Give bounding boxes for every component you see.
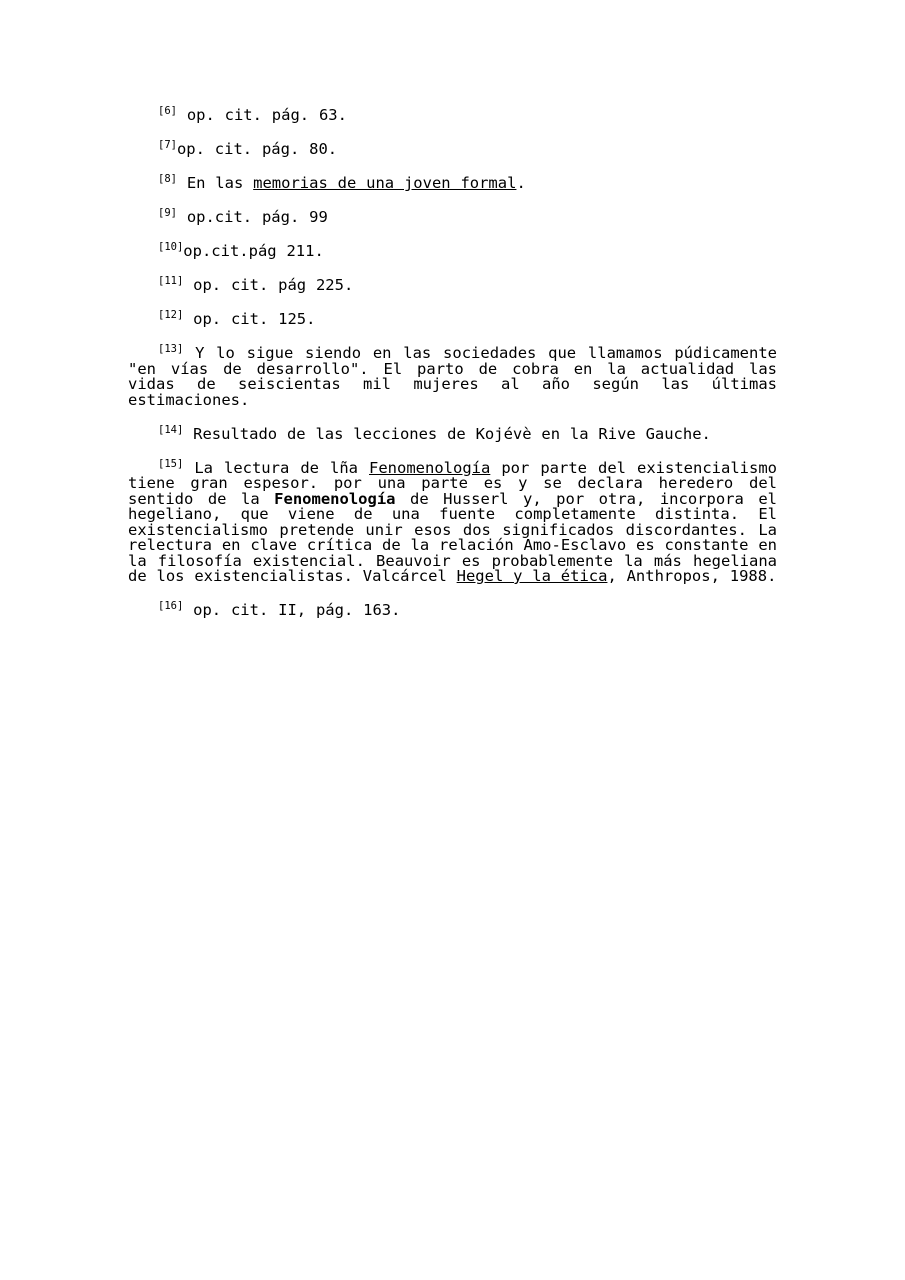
- endnote-marker: [14]: [158, 423, 184, 436]
- endnote-text: op. cit. II, pág. 163.: [193, 601, 401, 619]
- marker-gap: [183, 310, 193, 328]
- endnote-text: op.cit. pág. 99: [186, 208, 328, 226]
- marker-gap: [177, 174, 187, 192]
- endnotes-list: [128, 104, 777, 619]
- endnote-marker: [12]: [158, 308, 184, 321]
- endnote: [128, 104, 777, 124]
- endnote: [128, 342, 777, 409]
- endnote-title-underlined: memorias de una joven formal: [253, 174, 517, 192]
- endnote: [128, 172, 777, 192]
- marker-gap: [183, 425, 193, 443]
- endnote-marker: [8]: [158, 172, 177, 185]
- endnote-title-bold: Fenomenología: [274, 489, 396, 508]
- marker-gap: [183, 601, 193, 619]
- endnote: [128, 274, 777, 294]
- endnote-marker: [10]: [158, 240, 184, 253]
- endnote: [128, 308, 777, 328]
- marker-gap: [183, 276, 193, 294]
- endnote-marker: [6]: [158, 104, 177, 117]
- endnote-text: Resultado de las lecciones de Kojévè en la Rive Gauche.: [193, 424, 711, 443]
- endnote-text: La lectura de lña: [194, 458, 369, 477]
- endnote-title-underlined: Hegel y la ética: [456, 567, 608, 585]
- endnote-text: de Husserl y, por otra, incorpora el hegeliano, que viene de una fuente completamente distinta. El existencialismo pretende unir esos dos significados discordantes. La relectura en clave crítica de la relación Amo-Esclavo es constante en la filosofía existencial. Beauvoir es probablemente la más hegeliana de los existencialistas. Valcárcel: [128, 489, 777, 585]
- endnote-title-underlined: Fenomenología: [369, 458, 491, 477]
- endnote-text: op. cit. 125.: [193, 310, 316, 328]
- endnote-text: op. cit. pág. 63.: [186, 106, 347, 124]
- endnote-text: .: [516, 174, 526, 192]
- endnote-text: op.cit.pág 211.: [183, 242, 324, 260]
- endnote-marker: [13]: [158, 342, 184, 355]
- endnote-text: En las: [186, 174, 254, 192]
- endnote-marker: [9]: [158, 206, 177, 219]
- endnote-marker: [7]: [158, 138, 177, 151]
- endnote: [128, 138, 777, 158]
- endnote-text: op. cit. pág 225.: [193, 276, 354, 294]
- endnote: [128, 206, 777, 226]
- endnote-text: por parte del existencialismo tiene gran espesor. por una parte es y se declara heredero del sentido de la: [128, 458, 777, 508]
- endnote-text: op. cit. pág. 80.: [176, 140, 338, 158]
- endnote-text: , Anthropos, 1988.: [607, 567, 777, 585]
- endnote: [128, 423, 777, 443]
- endnote: [128, 457, 777, 585]
- endnote: [128, 599, 777, 619]
- endnote-marker: [11]: [158, 274, 184, 287]
- endnote-marker: [15]: [158, 457, 184, 470]
- marker-gap: [177, 106, 187, 124]
- marker-gap: [177, 208, 187, 226]
- endnote-text: Y lo sigue siendo en las sociedades que llamamos púdicamente "en vías de desarrollo". El parto de cobra en la actualidad las vidas de seiscientas mil mujeres al año según las últimas estimaciones.: [128, 344, 777, 409]
- endnote-marker: [16]: [158, 599, 184, 612]
- endnote: [128, 240, 777, 260]
